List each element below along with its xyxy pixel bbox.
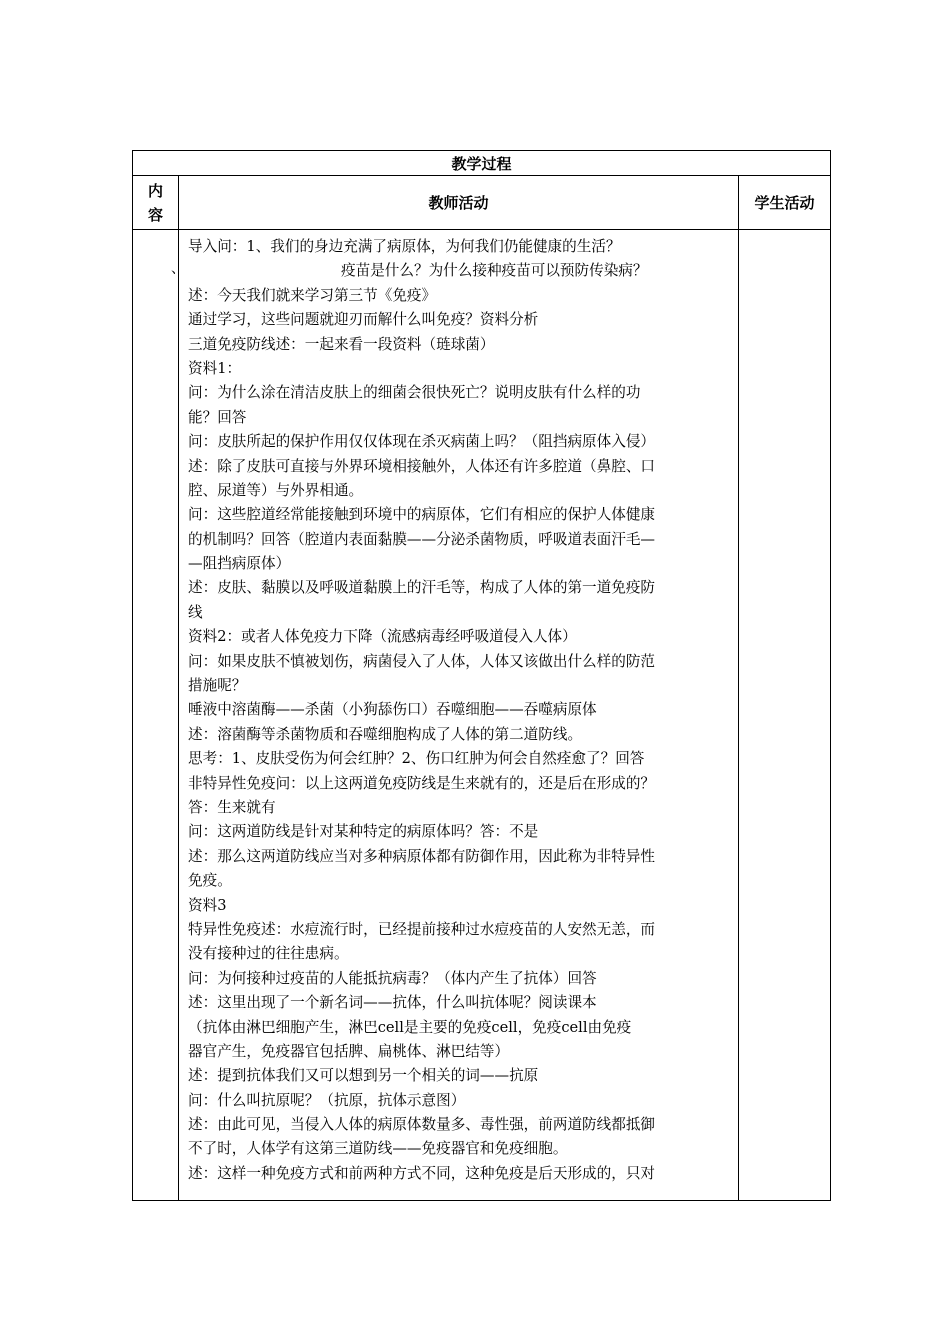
teacher-line: 述：这里出现了一个新名词——抗体，什么叫抗体呢？阅读课本 (188, 994, 597, 1012)
teacher-activity-text (179, 230, 738, 1186)
content-mark: 、 (171, 261, 185, 277)
teacher-line: 资料2：或者人体免疫力下降（流感病毒经呼吸道侵入人体） (188, 628, 577, 646)
teacher-line: 述：皮肤、黏膜以及呼吸道黏膜上的汗毛等，构成了人体的第一道免疫防 (188, 579, 656, 597)
teacher-line: 能？回答 (188, 408, 247, 426)
teacher-line: 特异性免疫述：水痘流行时，已经提前接种过水痘疫苗的人安然无恙，而 (188, 920, 656, 938)
teacher-line: 问：什么叫抗原呢？（抗原，抗体示意图） (188, 1091, 466, 1109)
teacher-line: 的机制吗？回答（腔道内表面黏膜——分泌杀菌物质，呼吸道表面汗毛— (188, 530, 656, 548)
teacher-line: 资料1： (188, 359, 242, 377)
teacher-line: 问：这两道防线是针对某种特定的病原体吗？答：不是 (188, 823, 539, 841)
teacher-line: —阻挡病原体） (188, 555, 291, 573)
teacher-line: 器官产生，免疫器官包括脾、扁桃体、淋巴结等） (188, 1042, 510, 1060)
teacher-line: 导入问：1、我们的身边充满了病原体，为何我们仍能健康的生活？ (188, 238, 621, 255)
header-content-char-2: 容 (147, 205, 163, 224)
teacher-line: 述：今天我们就来学习第三节《免疫》 (188, 286, 437, 304)
teacher-line: 问：为何接种过疫苗的人能抵抗病毒？（体内产生了抗体）回答 (188, 969, 597, 987)
table-title-row (133, 151, 831, 176)
teacher-line: 思考：1、皮肤受伤为何会红肿？2、伤口红肿为何会自然痊愈了？回答 (188, 750, 645, 768)
table-header-row (133, 176, 831, 230)
student-activity-cell (739, 230, 831, 1201)
table-title: 教学过程 (133, 151, 831, 176)
teacher-line: 措施呢？ (188, 677, 247, 695)
teacher-line: 述：提到抗体我们又可以想到另一个相关的词——抗原 (188, 1067, 539, 1085)
header-content-char-1: 内 (147, 181, 163, 200)
teacher-line: 问：如果皮肤不慎被划伤，病菌侵入了人体，人体又该做出什么样的防范 (188, 652, 656, 670)
teacher-line: 答：生来就有 (188, 798, 276, 816)
teacher-line: 不了时，人体学有这第三道防线——免疫器官和免疫细胞。 (188, 1140, 568, 1158)
teacher-line: 没有接种过的往往患病。 (188, 945, 349, 963)
teacher-line: 疫苗是什么？为什么接种疫苗可以预防传染病？ (341, 262, 648, 280)
teacher-line: 通过学习，这些问题就迎刃而解什么叫免疫？资料分析 (188, 311, 539, 329)
teacher-line: 述：那么这两道防线应当对多种病原体都有防御作用，因此称为非特异性 (188, 847, 656, 865)
teacher-line: 问：这些腔道经常能接触到环境中的病原体，它们有相应的保护人体健康 (188, 506, 656, 524)
header-student-activity: 学生活动 (739, 176, 831, 230)
teacher-line: 述：这样一种免疫方式和前两种方式不同，这种免疫是后天形成的，只对 (188, 1164, 656, 1182)
teacher-line: 免疫。 (188, 872, 232, 890)
content-cell (133, 230, 185, 1201)
teacher-line: 问：为什么涂在清洁皮肤上的细菌会很快死亡？说明皮肤有什么样的功 (188, 384, 641, 402)
teacher-line: 问：皮肤所起的保护作用仅仅体现在杀灭病菌上吗？（阻挡病原体入侵） (188, 433, 656, 451)
teacher-line: 资料3 (188, 896, 227, 914)
teaching-process-table (132, 150, 831, 1201)
teacher-line: 非特异性免疫问：以上这两道免疫防线是生来就有的，还是后在形成的？ (188, 774, 656, 792)
teacher-line: 唾液中溶菌酶——杀菌（小狗舔伤口）吞噬细胞——吞噬病原体 (188, 701, 597, 719)
teacher-line: （抗体由淋巴细胞产生，淋巴cell是主要的免疫cell，免疫cell由免疫 (188, 1018, 632, 1036)
teacher-line: 述：溶菌酶等杀菌物质和吞噬细胞构成了人体的第二道防线。 (188, 725, 583, 743)
teacher-activity-cell (179, 230, 739, 1201)
header-teacher-activity: 教师活动 (179, 176, 739, 230)
teacher-line: 述：由此可见，当侵入人体的病原体数量多、毒性强，前两道防线都抵御 (188, 1116, 656, 1134)
teacher-line: 三道免疫防线述：一起来看一段资料（琏球菌） (188, 335, 495, 353)
teacher-line: 述：除了皮肤可直接与外界环境相接触外，人体还有许多腔道（鼻腔、口 (188, 457, 656, 475)
table-body-row (133, 230, 831, 1201)
teacher-line: 腔、尿道等）与外界相通。 (188, 481, 364, 499)
teacher-line: 线 (188, 603, 203, 621)
header-content (133, 176, 179, 230)
